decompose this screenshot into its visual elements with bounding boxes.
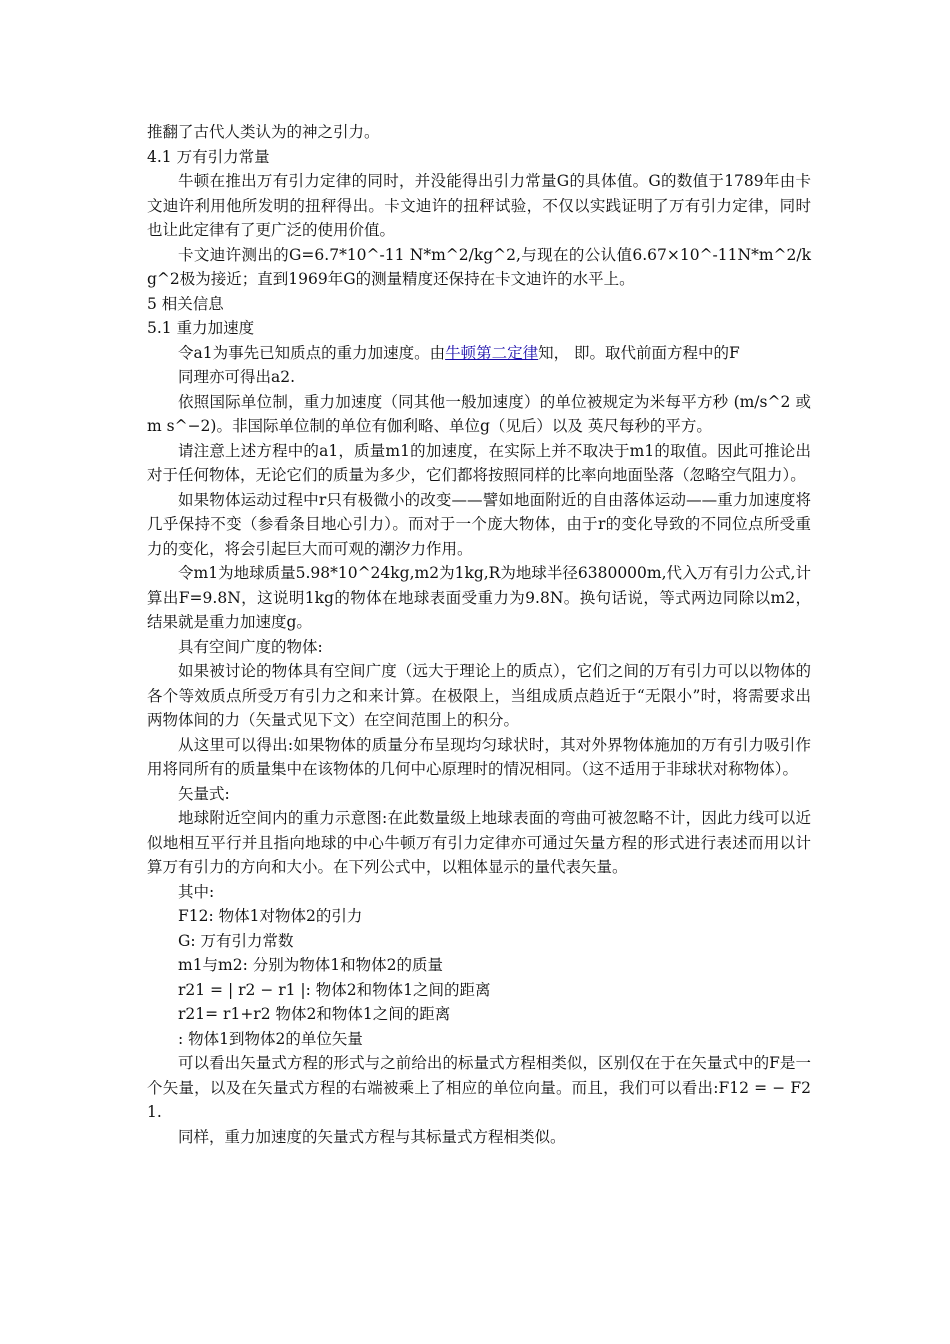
paragraph: 卡文迪许测出的G=6.7*10^-11 N*m^2/kg^2,与现在的公认值6.67×10^-11N*m^2/kg^2极为接近；直到1969年G的测量精度还保持在卡文迪许的水平上。	[147, 245, 811, 288]
paragraph: 可以看出矢量式方程的形式与之前给出的标量式方程相类似，区别仅在于在矢量式中的F是一个矢量，以及在矢量式方程的右端被乘上了相应的单位向量。而且，我们可以看出:F12 = − F21.	[147, 1054, 811, 1121]
definition-item: F12: 物体1对物体2的引力	[178, 907, 363, 925]
section-heading-5-1: 5.1 重力加速度	[147, 319, 255, 337]
paragraph-text: 令a1为事先已知质点的重力加速度。由	[178, 343, 446, 362]
paragraph-text: 知， 即。取代前面方程中的F	[538, 343, 740, 362]
paragraph: 牛顿在推出万有引力定律的同时，并没能得出引力常量G的具体值。G的数值于1789年由卡文迪许利用他所发明的扭秤得出。卡文迪许的扭秤试验，不仅以实践证明了万有引力定律，同时也让此定律有了更广泛的使用价值。	[147, 172, 811, 239]
paragraph: 同样，重力加速度的矢量式方程与其标量式方程相类似。	[178, 1127, 566, 1146]
definition-item: r21= r1+r2 物体2和物体1之间的距离	[178, 1005, 451, 1023]
paragraph: 地球附近空间内的重力示意图:在此数量级上地球表面的弯曲可被忽略不计，因此力线可以近似地相互平行并且指向地球的中心牛顿万有引力定律亦可通过矢量方程的形式进行表述而用以计算万有引力的方向和大小。在下列公式中，以粗体显示的量代表矢量。	[147, 809, 811, 876]
paragraph: 令m1为地球质量5.98*10^24kg,m2为1kg,R为地球半径6380000m,代入万有引力公式,计算出F=9.8N，这说明1kg的物体在地球表面受重力为9.8N。换句话说，等式两边同除以m2，结果就是重力加速度g。	[147, 564, 811, 631]
definition-item: G: 万有引力常数	[178, 931, 294, 950]
paragraph: 如果被讨论的物体具有空间广度（远大于理论上的质点），它们之间的万有引力可以以物体的各个等效质点所受万有引力之和来计算。在极限上，当组成质点趋近于“无限小”时，将需要求出两物体间的力（矢量式见下文）在空间范围上的积分。	[147, 662, 811, 729]
document-body	[147, 120, 811, 1149]
subheading-extended-bodies: 具有空间广度的物体:	[178, 637, 323, 656]
subheading-vector-form: 矢量式:	[178, 784, 230, 803]
paragraph: 依照国际单位制，重力加速度（同其他一般加速度）的单位被规定为米每平方秒 (m/s^2 或 m s^−2)。非国际单位制的单位有伽利略、单位g（见后）以及 英尺每秒的平方。	[147, 392, 811, 435]
definition-item: : 物体1到物体2的单位矢量	[178, 1029, 363, 1048]
paragraph: 请注意上述方程中的a1，质量m1的加速度，在实际上并不取决于m1的取值。因此可推论出对于任何物体，无论它们的质量为多少，它们都将按照同样的比率向地面坠落（忽略空气阻力）。	[147, 441, 811, 484]
paragraph: 从这里可以得出:如果物体的质量分布呈现均匀球状时，其对外界物体施加的万有引力吸引作用将同所有的质量集中在该物体的几何中心原理时的情况相同。（这不适用于非球状对称物体）。	[147, 735, 811, 778]
paragraph-with-link	[147, 341, 811, 366]
definition-item: m1与m2: 分别为物体1和物体2的质量	[178, 956, 443, 974]
paragraph: 其中:	[178, 882, 215, 901]
section-heading-4-1: 4.1 万有引力常量	[147, 147, 270, 166]
paragraph: 同理亦可得出a2.	[178, 368, 296, 386]
definition-item: r21 = | r2 − r1 |: 物体2和物体1之间的距离	[178, 980, 491, 999]
paragraph: 推翻了古代人类认为的神之引力。	[147, 123, 380, 141]
newton-second-law-link[interactable]: 牛顿第二定律	[445, 343, 539, 362]
paragraph: 如果物体运动过程中r只有极微小的改变——譬如地面附近的自由落体运动——重力加速度将几乎保持不变（参看条目地心引力）。而对于一个庞大物体，由于r的变化导致的不同位点所受重力的变化，将会引起巨大而可观的潮汐力作用。	[147, 490, 811, 558]
section-heading-5: 5 相关信息	[147, 294, 224, 313]
